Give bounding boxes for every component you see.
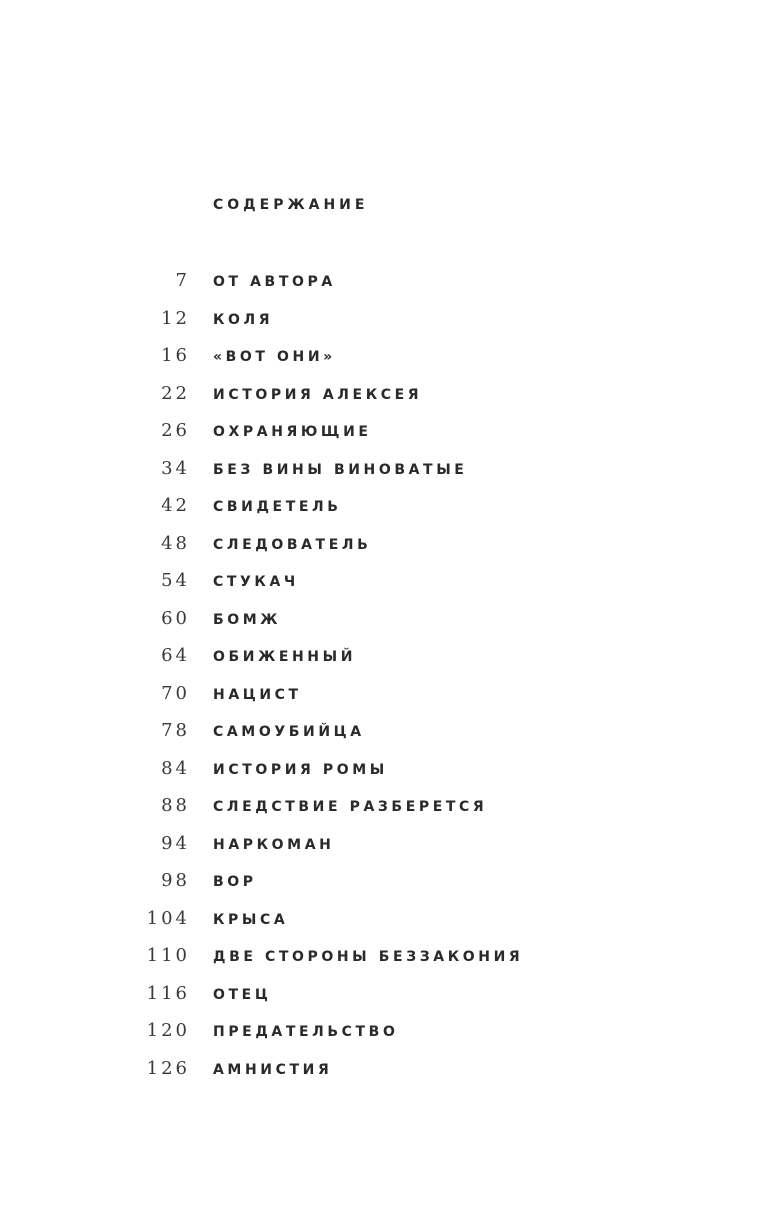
toc-entry[interactable] — [0, 308, 768, 346]
toc-heading: СОДЕРЖАНИЕ — [213, 197, 369, 213]
toc-entry-title: САМОУБИЙЦА — [213, 724, 365, 740]
toc-entry-title: ОТ АВТОРА — [213, 274, 336, 290]
toc-entry[interactable] — [0, 458, 768, 496]
toc-entry[interactable] — [0, 570, 768, 608]
toc-entry-title: НАЦИСТ — [213, 686, 302, 703]
toc-entry[interactable] — [0, 720, 768, 758]
toc-page-number: 78 — [161, 720, 190, 741]
toc-entry-title: АМНИСТИЯ — [213, 1061, 333, 1078]
toc-page-number: 42 — [161, 495, 190, 516]
toc-entry-title: СВИДЕТЕЛЬ — [213, 499, 342, 515]
toc-entry-title: ДВЕ СТОРОНЫ БЕЗЗАКОНИЯ — [213, 949, 524, 965]
toc-page-number: 120 — [146, 1020, 190, 1041]
toc-entry-title: ИСТОРИЯ РОМЫ — [213, 761, 388, 778]
toc-entry[interactable] — [0, 795, 768, 833]
toc-page-number: 16 — [161, 345, 190, 366]
toc-entry-title: КРЫСА — [213, 911, 289, 928]
toc-page-number: 104 — [146, 907, 190, 929]
toc-entry-title: СЛЕДОВАТЕЛЬ — [213, 536, 372, 553]
toc-page-number: 22 — [161, 382, 190, 404]
toc-entry-title: ОТЕЦ — [213, 986, 272, 1003]
toc-entry[interactable] — [0, 608, 768, 646]
toc-page-number: 126 — [146, 1057, 190, 1079]
toc-entry[interactable] — [0, 1020, 768, 1058]
toc-entry-title: СТУКАЧ — [213, 574, 299, 590]
toc-page-number: 48 — [161, 532, 190, 554]
toc-entry-title: ИСТОРИЯ АЛЕКСЕЯ — [213, 386, 423, 403]
toc-entry-title: КОЛЯ — [213, 311, 274, 328]
toc-page-number: 26 — [161, 420, 190, 441]
toc-page-number: 54 — [161, 570, 190, 591]
toc-entry[interactable] — [0, 683, 768, 721]
toc-entry-title: СЛЕДСТВИЕ РАЗБЕРЕТСЯ — [213, 799, 488, 815]
toc-entry[interactable] — [0, 758, 768, 796]
toc-page-number: 7 — [175, 270, 190, 291]
toc-page-number: 64 — [161, 645, 190, 666]
toc-entry[interactable] — [0, 983, 768, 1021]
toc-entry-title: ОБИЖЕННЫЙ — [213, 649, 357, 665]
toc-entry[interactable] — [0, 833, 768, 871]
toc-page-number: 88 — [161, 795, 190, 816]
toc-entry-title: ВОР — [213, 874, 257, 890]
toc-page-number: 110 — [146, 945, 190, 966]
toc-entry[interactable] — [0, 870, 768, 908]
toc-page-number: 94 — [161, 832, 190, 854]
toc-entry[interactable] — [0, 945, 768, 983]
toc-entry[interactable] — [0, 270, 768, 308]
toc-entry[interactable] — [0, 533, 768, 571]
toc-entry-title: ОХРАНЯЮЩИЕ — [213, 424, 372, 440]
toc-entry[interactable] — [0, 345, 768, 383]
toc-page-number: 98 — [161, 870, 190, 891]
toc-entry-title: НАРКОМАН — [213, 836, 335, 853]
toc-entry[interactable] — [0, 645, 768, 683]
toc-page-number: 84 — [161, 757, 190, 779]
toc-entry[interactable] — [0, 420, 768, 458]
toc-entry-title: БОМЖ — [213, 611, 282, 628]
toc-page-number: 70 — [161, 682, 190, 704]
toc-entry[interactable] — [0, 1058, 768, 1096]
toc-entry[interactable] — [0, 908, 768, 946]
toc-page-number: 12 — [161, 307, 190, 329]
toc-entry-title: «ВОТ ОНИ» — [213, 349, 336, 365]
toc-page-number: 60 — [161, 607, 190, 629]
toc-entry-title: БЕЗ ВИНЫ ВИНОВАТЫЕ — [213, 461, 468, 478]
toc-page-number: 34 — [161, 457, 190, 479]
table-of-contents — [0, 270, 768, 1095]
toc-entry-title: ПРЕДАТЕЛЬСТВО — [213, 1024, 399, 1040]
toc-entry[interactable] — [0, 383, 768, 421]
toc-entry[interactable] — [0, 495, 768, 533]
toc-page-number: 116 — [146, 982, 190, 1004]
